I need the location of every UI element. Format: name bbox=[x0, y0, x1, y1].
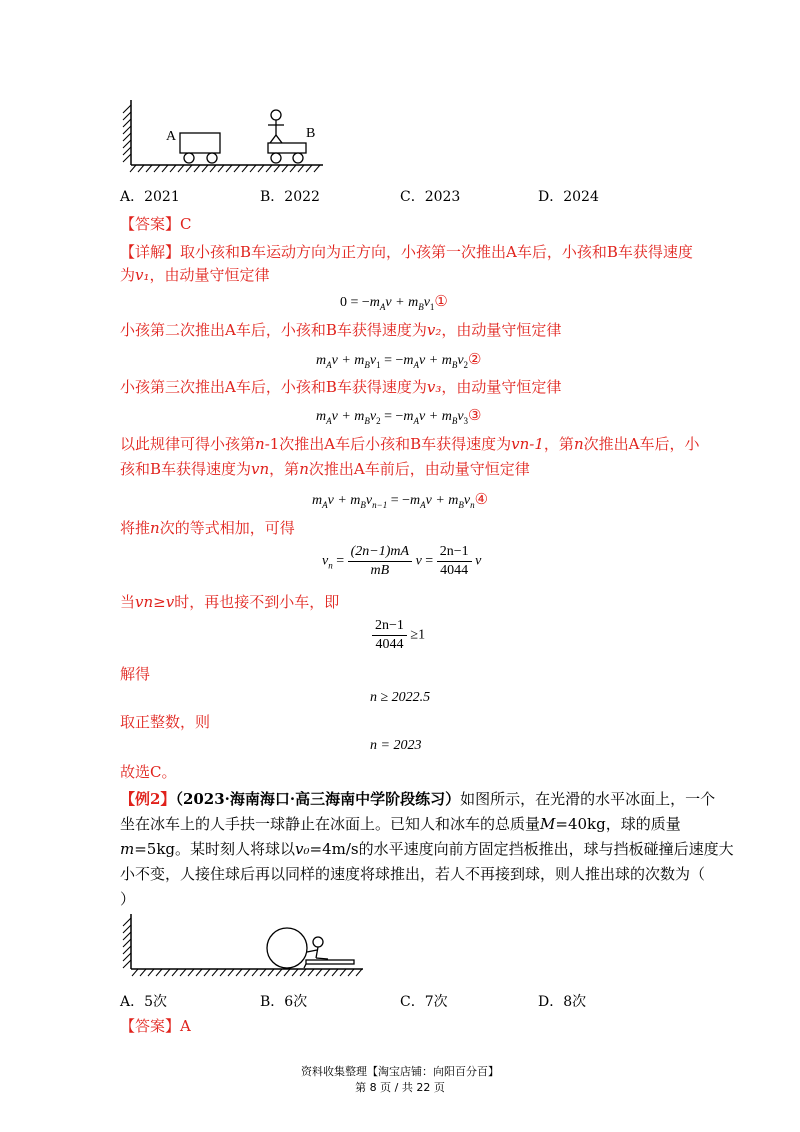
cart-a-label: A bbox=[166, 129, 177, 144]
example2-source: （2023·海南海口·高三海南中学阶段练习） bbox=[175, 790, 461, 808]
detail-line-7: 将推n次的等式相加，可得 bbox=[120, 519, 295, 537]
equation-4: $m_Av + m_Bv_{n-1} = -m_Av$ + $m_Bv_n④$ bbox=[312, 492, 489, 510]
detail-line-6: 孩和B车获得速度为vn，第n次推出A车前后，由动量守恒定律 bbox=[120, 460, 530, 478]
person-on-sled bbox=[304, 937, 354, 968]
example2-tag: 【例2】 bbox=[120, 790, 176, 808]
detail-line-8: 当vn≥v时，再也接不到小车，即 bbox=[120, 593, 340, 611]
example2-line-4: 小不变，人接住球后再以同样的速度将球推出，若人不再接到球，则人推出球的次数为（ bbox=[120, 865, 706, 883]
page-number: 第 8 页 / 共 22 页 bbox=[355, 1081, 445, 1094]
option2-d: D．8次 bbox=[538, 994, 587, 1010]
option-a: A．2021 bbox=[120, 189, 180, 205]
equation-6: $\frac{2n-1}{4044}$ ≥1 bbox=[372, 617, 425, 654]
example2-line-3: m=5kg。某时刻人将球以v₀=4m/s的水平速度向前方固定挡板推出，球与挡板碰撞后速度大 bbox=[120, 840, 734, 858]
equation-7: n ≥ 2022.5 bbox=[370, 690, 431, 705]
answer-2: 【答案】A bbox=[120, 1017, 191, 1035]
option-d: D．2024 bbox=[538, 189, 599, 205]
cart-b-with-child bbox=[268, 110, 306, 163]
cart-a bbox=[180, 133, 220, 163]
example2-line-2: 坐在冰车上的人手扶一球静止在冰面上。已知人和冰车的总质量M=40kg，球的质量 bbox=[120, 815, 681, 833]
option2-a: A．5次 bbox=[120, 994, 168, 1010]
detail-tag: 【详解】 bbox=[120, 243, 181, 261]
cart-b-label: B bbox=[306, 126, 316, 141]
equation-3: $m_Av + m_Bv_2 = -m_Av$ + $m_Bv_3③$ bbox=[316, 408, 482, 426]
detail-line-4: 小孩第三次推出A车后，小孩和B车获得速度为v₃，由动量守恒定律 bbox=[120, 378, 562, 396]
detail-line-1: 【详解】取小孩和B车运动方向为正方向，小孩第一次推出A车后，小孩和B车获得速度 bbox=[120, 243, 693, 261]
footer-source: 资料收集整理【淘宝店铺：向阳百分百】 bbox=[301, 1065, 499, 1078]
ball bbox=[267, 928, 307, 968]
answer-1: 【答案】C bbox=[120, 215, 192, 233]
detail-line-10: 取正整数，则 bbox=[120, 713, 211, 731]
equation-8: n = 2023 bbox=[370, 738, 422, 753]
option2-b: B．6次 bbox=[260, 994, 308, 1010]
option2-c: C．7次 bbox=[400, 994, 448, 1010]
detail-line-2: 为v₁，由动量守恒定律 bbox=[120, 266, 270, 284]
example2-line-5: ） bbox=[120, 890, 136, 908]
detail-line-5: 以此规律可得小孩第n-1次推出A车后小孩和B车获得速度为vn-1，第n次推出A车后，小 bbox=[120, 435, 700, 453]
figure-carts-diagram bbox=[118, 95, 328, 175]
option-c: C．2023 bbox=[400, 189, 461, 205]
equation-5: $v_n$ = $\frac{(2n-1)mA}{mB}$ v = $\frac{2n-1}{4044}$ v bbox=[322, 544, 482, 578]
detail-line-9: 解得 bbox=[120, 665, 151, 683]
example2-line-1: 【例2】（2023·海南海口·高三海南中学阶段练习）如图所示，在光滑的水平冰面上，一个 bbox=[120, 790, 716, 808]
detail-line-11: 故选C。 bbox=[120, 763, 177, 781]
figure-ice-sled-diagram bbox=[118, 912, 368, 982]
equation-1: $0 = -m_Av$ + $m_Bv_1①$ bbox=[340, 294, 448, 312]
detail-line-3: 小孩第二次推出A车后，小孩和B车获得速度为v₂，由动量守恒定律 bbox=[120, 321, 562, 339]
equation-2: $m_Av + m_Bv_1 = -m_Av$ + $m_Bv_2②$ bbox=[316, 352, 482, 370]
option-b: B．2022 bbox=[260, 189, 320, 205]
